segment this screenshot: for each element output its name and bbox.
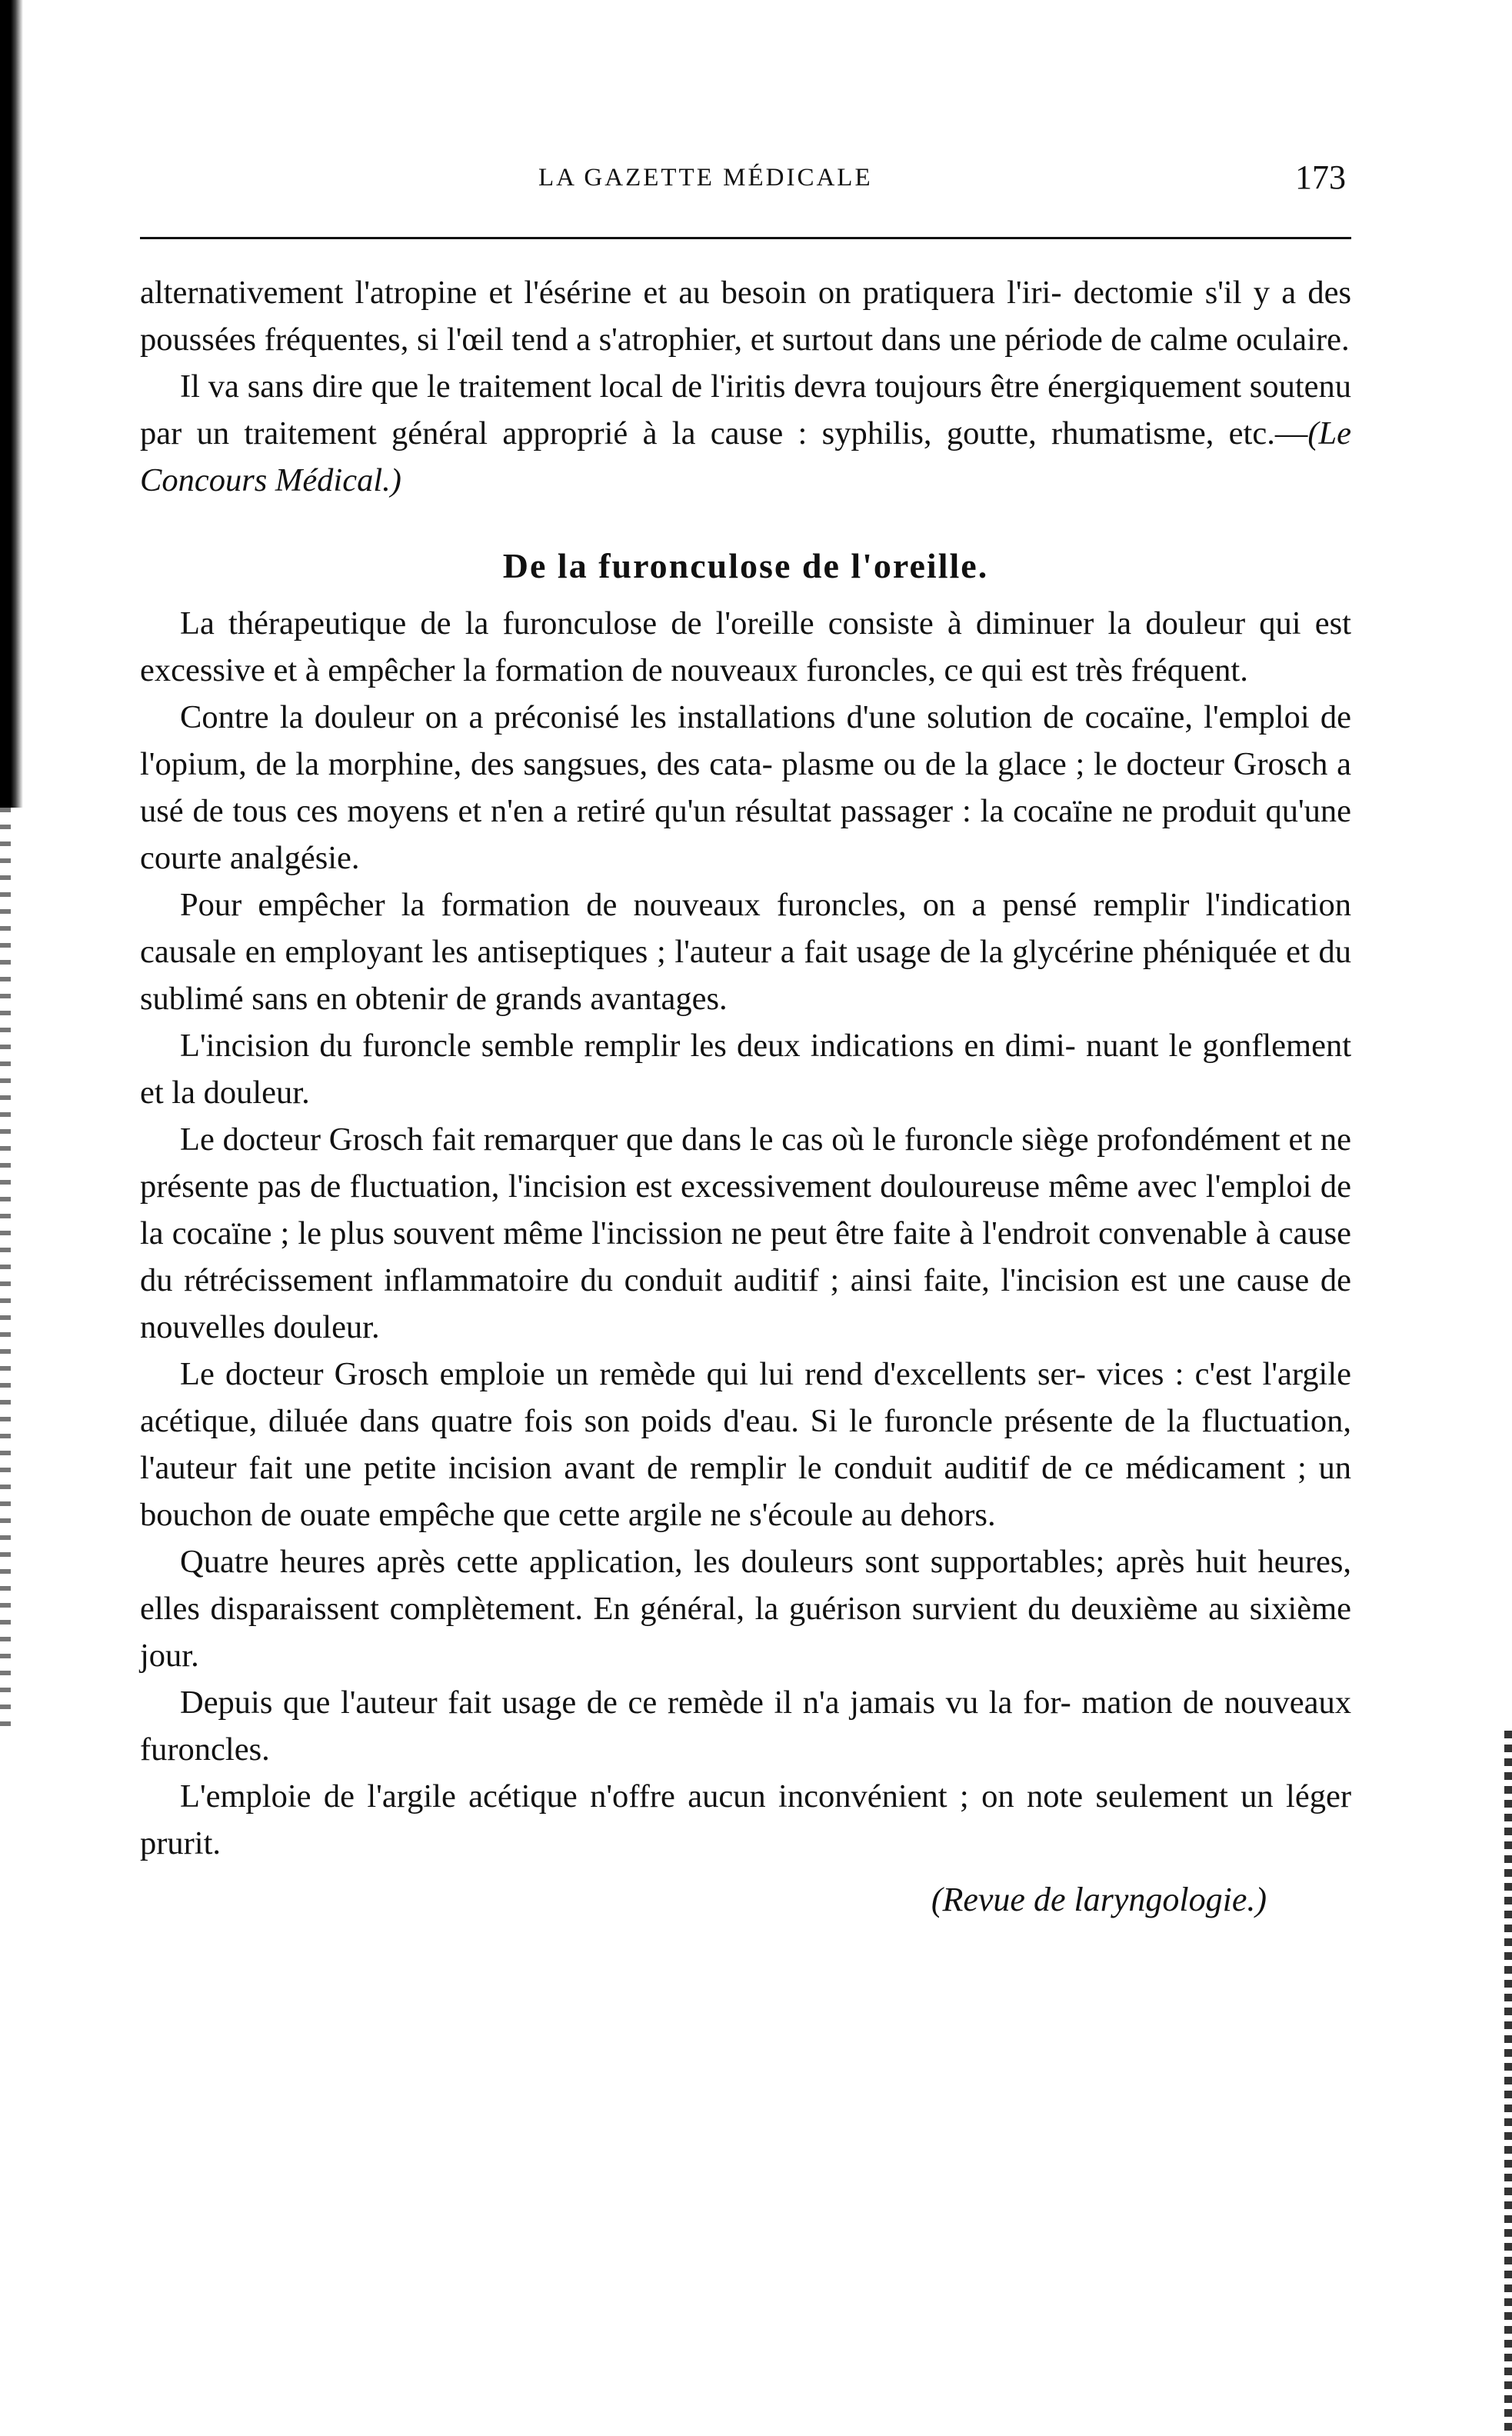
scan-edge-artifact	[1504, 1731, 1512, 2436]
iritis-citation: (Le Concours Médical.)	[140, 415, 1351, 498]
article-paragraph-7: Quatre heures après cette application, les douleurs sont supportables; après huit heures, elles disparaissent complètement. En général, la guérison survient du deuxième au sixième jour.	[140, 1544, 1351, 1674]
article-paragraph-8: Depuis que l'auteur fait usage de ce remède il n'a jamais vu la for- mation de nouveaux furoncles.	[140, 1685, 1351, 1768]
page-content	[140, 269, 1351, 1923]
article-paragraph-1: La thérapeutique de la furonculose de l'oreille consiste à diminuer la douleur qui est excessive et à empêcher la formation de nouveaux furoncles, ce qui est très fréquent.	[140, 605, 1351, 688]
header-rule	[140, 237, 1351, 239]
iritis-paragraph	[140, 363, 1351, 504]
article-paragraph-3: Pour empêcher la formation de nouveaux furoncles, on a pensé remplir l'indication causale en employant les antiseptiques ; l'auteur a fait usage de la glycérine phéniquée et du sublimé sans en obtenir de grands avantages.	[140, 887, 1351, 1017]
running-title: LA GAZETTE MÉDICALE	[538, 164, 873, 192]
article-paragraph-5: Le docteur Grosch fait remarquer que dans le cas où le furoncle siège profondément et ne présente pas de fluctuation, l'incision est excessivement douloureuse même avec l'emploi de la cocaïne ; le plus souvent même l'incission ne peut être faite à l'endroit convenable à cause du rétrécissement inflammatoire du conduit auditif ; ainsi faite, l'incision est une cause de nouvelles douleur.	[140, 1121, 1351, 1345]
article-paragraph-2: Contre la douleur on a préconisé les installations d'une solution de cocaïne, l'emploi de l'opium, de la morphine, des sangsues, des cata- plasme ou de la glace ; le docteur Grosch a usé de tous ces moyens et n'en a retiré qu'un résultat passager : la cocaïne ne produit qu'une courte analgésie.	[140, 699, 1351, 876]
page-header	[146, 158, 1346, 204]
article-paragraph-4: L'incision du furoncle semble remplir les deux indications en dimi- nuant le gonflement et la douleur.	[140, 1028, 1351, 1111]
intro-paragraph: alternativement l'atropine et l'ésérine et au besoin on pratiquera l'iri- dectomie s'il y a des poussées fréquentes, si l'œil tend a s'atrophier, et surtout dans une période de calme oculaire.	[140, 275, 1351, 358]
article-title: De la furonculose de l'oreille.	[502, 546, 989, 585]
article-source: (Revue de laryngologie.)	[931, 1881, 1267, 1918]
iritis-text: Il va sans dire que le traitement local de l'iritis devra toujours être énergiquement soutenu par un traitement général approprié à la cause : syphilis, goutte, rhumatisme, etc.—	[140, 368, 1351, 452]
article-paragraph-6: Le docteur Grosch emploie un remède qui lui rend d'excellents ser- vices : c'est l'argile acétique, diluée dans quatre fois son poids d'eau. Si le furoncle présente de la fluctuation, l'auteur fait une petite incision avant de remplir le conduit auditif de ce médicament ; un bouchon de ouate empêche que cette argile ne s'écoule au dehors.	[140, 1356, 1351, 1533]
page-number: 173	[1295, 158, 1346, 196]
article-paragraph-9: L'emploie de l'argile acétique n'offre aucun inconvénient ; on note seulement un léger prurit.	[140, 1778, 1351, 1861]
scan-edge-artifact	[0, 0, 23, 808]
scan-edge-artifact	[0, 808, 11, 1731]
